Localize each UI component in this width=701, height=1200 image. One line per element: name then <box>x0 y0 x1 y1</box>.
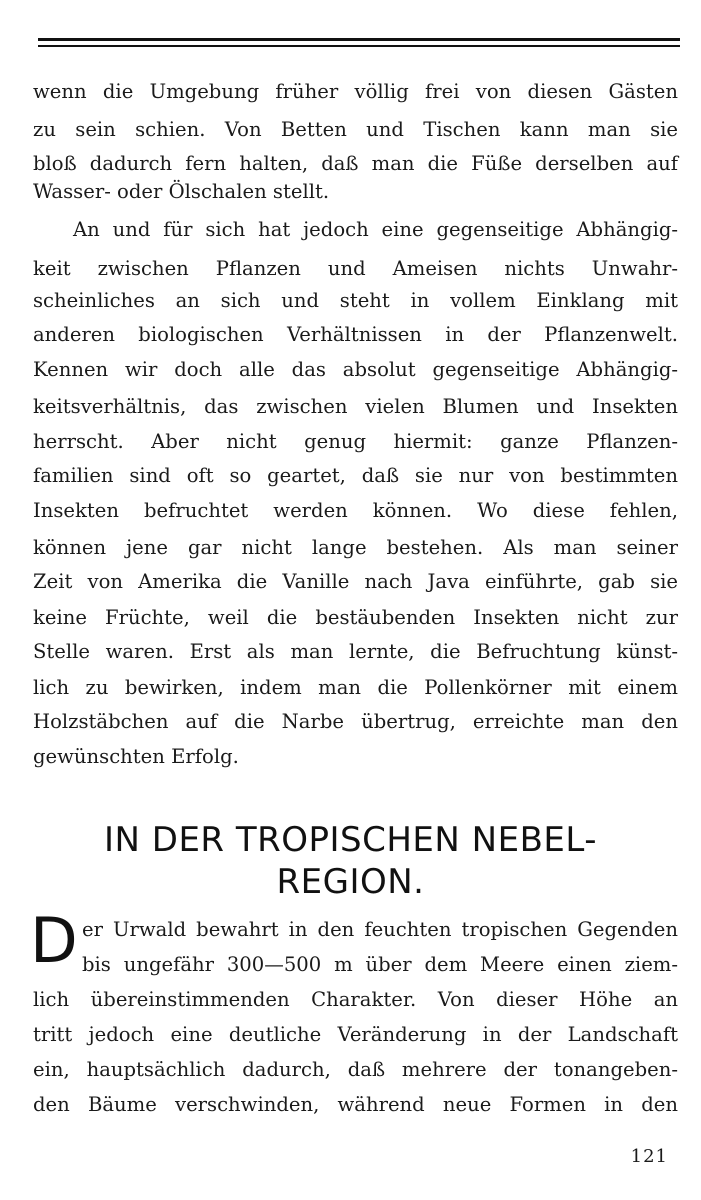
top-rule-thick <box>38 38 680 41</box>
section-heading: IN DER TROPISCHEN NEBEL- <box>104 820 597 860</box>
drop-cap: D <box>30 904 78 977</box>
text-line: können jene gar nicht lange bestehen. Als man seiner <box>33 536 678 559</box>
text-line: Holzstäbchen auf die Narbe übertrug, erreichte man den <box>33 710 678 733</box>
section-heading: REGION. <box>276 862 425 902</box>
text-line: Kennen wir doch alle das absolut gegenseitige Abhängig- <box>33 358 678 381</box>
text-line: familien sind oft so geartet, daß sie nur von bestimmten <box>33 464 678 487</box>
text-line: lich übereinstimmenden Charakter. Von dieser Höhe an <box>33 988 678 1011</box>
text-line: wenn die Umgebung früher völlig frei von diesen Gästen <box>33 80 678 103</box>
text-line: tritt jedoch eine deutliche Veränderung in der Landschaft <box>33 1023 678 1046</box>
text-line: keit zwischen Pflanzen und Ameisen nichts Unwahr- <box>33 257 678 280</box>
top-rule-thin <box>38 45 680 47</box>
text-line: bis ungefähr 300—500 m über dem Meere einen ziem- <box>82 953 678 976</box>
text-line: keine Früchte, weil die bestäubenden Insekten nicht zur <box>33 606 678 629</box>
text-line: Insekten befruchtet werden können. Wo diese fehlen, <box>33 499 678 522</box>
text-line: bloß dadurch fern halten, daß man die Füße derselben auf <box>33 152 678 175</box>
page-number: 121 <box>630 1146 668 1167</box>
text-line: herrscht. Aber nicht genug hiermit: ganze Pflanzen- <box>33 430 678 453</box>
text-line: er Urwald bewahrt in den feuchten tropischen Gegenden <box>82 918 678 941</box>
text-line: ein, hauptsächlich dadurch, daß mehrere der tonangeben- <box>33 1058 678 1081</box>
text-line: zu sein schien. Von Betten und Tischen kann man sie <box>33 118 678 141</box>
text-line: Stelle waren. Erst als man lernte, die Befruchtung künst- <box>33 640 678 663</box>
text-line: den Bäume verschwinden, während neue Formen in den <box>33 1093 678 1116</box>
text-line: keitsverhältnis, das zwischen vielen Blumen und Insekten <box>33 395 678 418</box>
text-line: gewünschten Erfolg. <box>33 745 239 768</box>
text-line: scheinliches an sich und steht in vollem Einklang mit <box>33 289 678 312</box>
text-line: An und für sich hat jedoch eine gegenseitige Abhängig- <box>73 218 678 241</box>
text-line: anderen biologischen Verhältnissen in der Pflanzenwelt. <box>33 323 678 346</box>
text-line: Wasser- oder Ölschalen stellt. <box>33 180 330 203</box>
text-line: lich zu bewirken, indem man die Pollenkörner mit einem <box>33 676 678 699</box>
text-line: Zeit von Amerika die Vanille nach Java einführte, gab sie <box>33 570 678 593</box>
